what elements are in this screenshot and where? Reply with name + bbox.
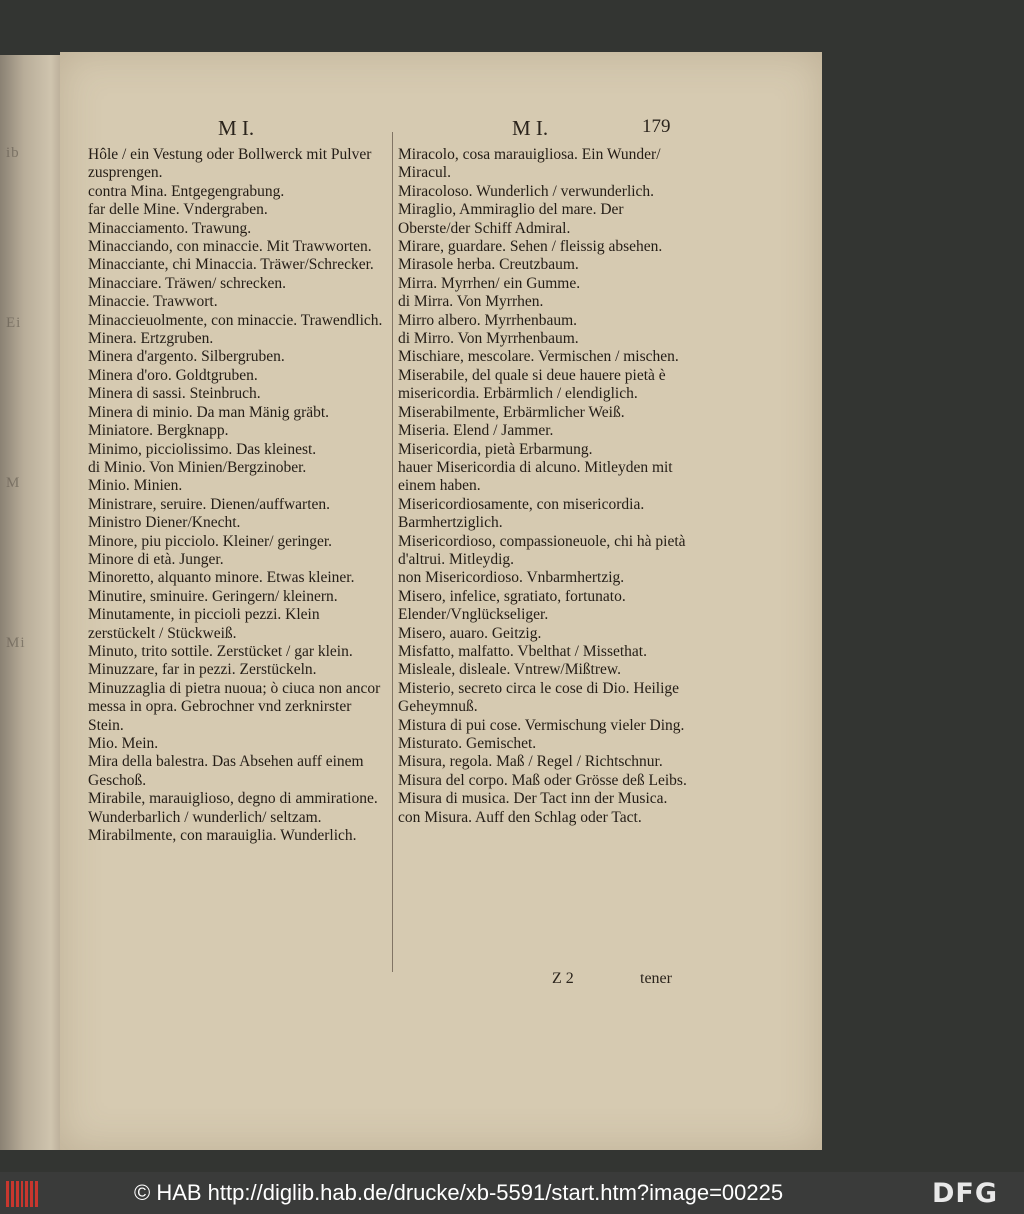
dictionary-entry: Miserabilmente, Erbärmlicher Weiß. — [398, 403, 625, 421]
dictionary-entry: Minacciante, chi Minaccia. Träwer/Schrecker. — [88, 256, 374, 274]
dictionary-entry: Minuto, trito sottile. Zerstücket / gar klein. — [88, 642, 353, 660]
dictionary-entry: di Mirro. Von Myrrhenbaum. — [398, 330, 579, 348]
dictionary-entry: Misero, auaro. Geitzig. — [398, 624, 542, 642]
dictionary-entry: Minuzzare, far in pezzi. Zerstückeln. — [88, 661, 317, 679]
dictionary-entry: Minimo, picciolissimo. Das kleinest. — [88, 440, 317, 458]
dictionary-entry: Misura, regola. Maß / Regel / Richtschnur. — [398, 753, 663, 771]
dictionary-entry: di Mirra. Von Myrrhen. — [398, 293, 544, 311]
dictionary-entry: non Misericordioso. Vnbarmhertzig. — [398, 569, 625, 587]
right-column — [398, 146, 698, 827]
dictionary-entry: Minore di età. Junger. — [88, 550, 224, 568]
dictionary-entry: Mirabile, marauiglioso, degno di ammiratione. Wunderbarlich / wunderlich/ seltzam. — [88, 790, 378, 826]
dictionary-entry: Minacciando, con minaccie. Mit Trawworten. — [88, 238, 372, 256]
signature-mark: Z 2 — [552, 970, 574, 987]
dictionary-entry: Misterio, secreto circa le cose di Dio. Heilige Geheymnuß. — [398, 679, 680, 716]
dictionary-entry: Minacciamento. Trawung. — [88, 219, 252, 237]
running-head-right: M I. — [512, 116, 549, 140]
dictionary-entry: Minera d'oro. Goldtgruben. — [88, 366, 258, 384]
dictionary-entry: Minio. Minien. — [88, 477, 183, 495]
dictionary-entry: Miracolo, cosa marauigliosa. Ein Wunder/ Miracul. — [398, 146, 661, 182]
dictionary-entry: Minutire, sminuire. Geringern/ kleinern. — [88, 587, 338, 605]
dictionary-entry: Misturato. Gemischet. — [398, 735, 537, 752]
dictionary-entry: Misericordia, pietà Erbarmung. — [398, 440, 593, 458]
dictionary-entry: Minera di sassi. Steinbruch. — [88, 385, 261, 403]
dictionary-entry: Hôle / ein Vestung oder Bollwerck mit Pulver zusprengen. — [88, 146, 372, 182]
dictionary-entry: Minera di minio. Da man Mänig gräbt. — [88, 403, 330, 421]
dictionary-entry: Minera. Ertzgruben. — [88, 330, 214, 348]
dictionary-entry: Misfatto, malfatto. Vbelthat / Missethat. — [398, 642, 647, 660]
dictionary-entry: Minaccieuolmente, con minaccie. Trawendlich. — [88, 311, 383, 329]
dictionary-entry: Mirabilmente, con marauiglia. Wunderlich. — [88, 827, 357, 845]
viewer-footer — [0, 1172, 1024, 1214]
dictionary-entry: Miracoloso. Wunderlich / verwunderlich. — [398, 182, 655, 200]
dictionary-entry: Mirra. Myrrhen/ ein Gumme. — [398, 274, 581, 292]
dictionary-entry: Mirro albero. Myrrhenbaum. — [398, 311, 578, 329]
dictionary-entry: Minaccie. Trawwort. — [88, 293, 218, 311]
dictionary-entry: Minuzzaglia di pietra nuoua; ò ciuca non ancor messa in opra. Gebrochner vnd zerknirster Stein. — [88, 679, 381, 734]
dictionary-entry: Miraglio, Ammiraglio del mare. Der Oberste/der Schiff Admiral. — [398, 201, 624, 237]
dictionary-entry: Mio. Mein. — [88, 735, 159, 752]
dictionary-entry: Minore, piu picciolo. Kleiner/ geringer. — [88, 532, 333, 550]
dictionary-entry: Miseria. Elend / Jammer. — [398, 422, 554, 440]
dictionary-entry: di Minio. Von Minien/Bergzinober. — [88, 458, 307, 476]
dictionary-entry: Mischiare, mescolare. Vermischen / mischen. — [398, 348, 679, 366]
dictionary-entry: Misura di musica. Der Tact inn der Musica. — [398, 790, 668, 808]
dfg-logo: DFG — [932, 1178, 999, 1209]
column-divider — [392, 132, 393, 972]
dictionary-entry: Minoretto, alquanto minore. Etwas kleiner. — [88, 569, 355, 587]
dictionary-entry: far delle Mine. Vndergraben. — [88, 201, 268, 219]
dictionary-entry: Ministrare, seruire. Dienen/auffwarten. — [88, 495, 331, 513]
dictionary-entry: Miserabile, del quale si deue hauere pietà è misericordia. Erbärmlich / elendiglich. — [398, 366, 666, 403]
dictionary-entry: Misericordioso, compassioneuole, chi hà pietà d'altrui. Mitleydig. — [398, 532, 686, 568]
catchword: tener — [640, 970, 672, 987]
dictionary-entry: Mistura di pui cose. Vermischung vieler Ding. — [398, 716, 685, 734]
dictionary-entry: Misleale, disleale. Vntrew/Mißtrew. — [398, 661, 621, 679]
dictionary-entry: Ministro Diener/Knecht. — [88, 514, 241, 532]
dictionary-entry: Minutamente, in piccioli pezzi. Klein zerstückelt / Stückweiß. — [88, 606, 320, 642]
hab-logo-icon — [6, 1181, 38, 1207]
copyright-link[interactable]: © HAB http://diglib.hab.de/drucke/xb-5591/start.htm?image=00225 — [134, 1180, 784, 1205]
dictionary-entry: Misero, infelice, sgratiato, fortunato. Elender/Vnglückseliger. — [398, 587, 626, 624]
dictionary-entry: Misericordiosamente, con misericordia. Barmhertziglich. — [398, 495, 645, 532]
dictionary-entry: hauer Misericordia di alcuno. Mitleyden mit einem haben. — [398, 458, 673, 495]
running-head-left: M I. — [218, 116, 255, 140]
dictionary-entry: Mirasole herba. Creutzbaum. — [398, 256, 579, 274]
left-column — [88, 146, 388, 845]
book-spine: ib Ei M Mi — [0, 55, 60, 1150]
dictionary-entry: contra Mina. Entgegengrabung. — [88, 182, 285, 200]
dictionary-entry: con Misura. Auff den Schlag oder Tact. — [398, 808, 642, 826]
page-number: 179 — [642, 116, 671, 137]
dictionary-entry: Minacciare. Träwen/ schrecken. — [88, 274, 286, 292]
dictionary-entry: Minera d'argento. Silbergruben. — [88, 348, 285, 366]
dictionary-entry: Mira della balestra. Das Absehen auff einem Geschoß. — [88, 753, 364, 789]
dictionary-entry: Misura del corpo. Maß oder Grösse deß Leibs. — [398, 771, 687, 789]
dictionary-entry: Mirare, guardare. Sehen / fleissig absehen. — [398, 238, 663, 256]
dictionary-entry: Miniatore. Bergknapp. — [88, 422, 229, 440]
